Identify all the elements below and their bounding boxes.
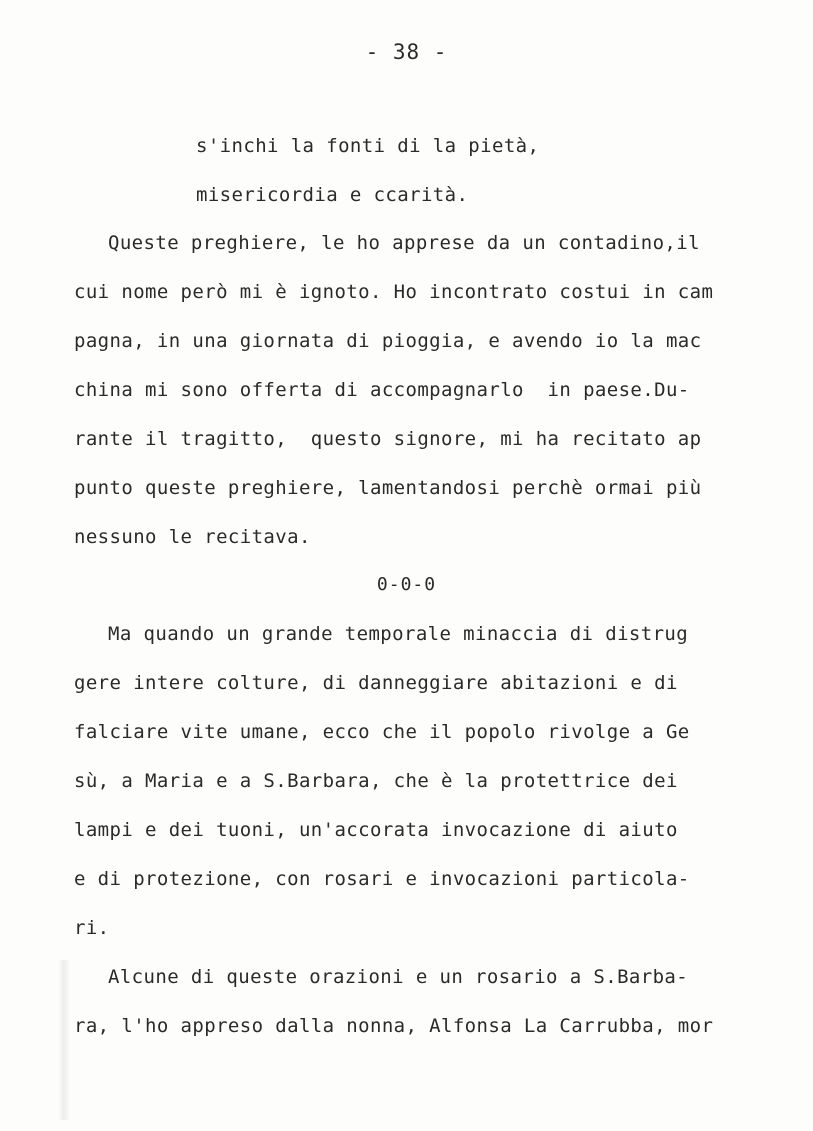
paragraph-line: sù, a Maria e a S.Barbara, che è la protettrice dei [74, 770, 678, 792]
paragraph-line: rante il tragitto, questo signore, mi ha recitato ap [74, 428, 702, 450]
paragraph-line: Queste preghiere, le ho apprese da un contadino,il [108, 232, 700, 254]
verse-line: s'inchi la fonti di la pietà, [196, 135, 540, 157]
section-separator: 0-0-0 [376, 574, 437, 595]
paragraph-line: china mi sono offerta di accompagnarlo in paese.Du- [74, 379, 690, 401]
paragraph-line: lampi e dei tuoni, un'accorata invocazione di aiuto [74, 819, 678, 841]
paragraph-line: cui nome però mi è ignoto. Ho incontrato costui in cam [74, 281, 714, 303]
paragraph-line: nessuno le recitava. [74, 526, 311, 548]
paragraph-line: ra, l'ho appreso dalla nonna, Alfonsa La Carrubba, mor [74, 1015, 714, 1037]
scan-shadow [58, 960, 70, 1120]
paragraph-line: Alcune di queste orazioni e un rosario a S.Barba- [108, 966, 689, 988]
verse-line: misericordia e ccarità. [196, 184, 469, 206]
page-number: - 38 - [365, 40, 448, 64]
paragraph-line: Ma quando un grande temporale minaccia di distrug [108, 623, 689, 645]
paragraph-line: gere intere colture, di danneggiare abitazioni e di [74, 672, 678, 694]
paragraph-line: falciare vite umane, ecco che il popolo rivolge a Ge [74, 721, 690, 743]
paragraph-line: punto queste preghiere, lamentandosi perchè ormai più [74, 477, 702, 499]
paragraph-line: pagna, in una giornata di pioggia, e avendo io la mac [74, 330, 702, 352]
paragraph-line: ri. [74, 917, 110, 939]
paragraph-line: e di protezione, con rosari e invocazioni particola- [74, 868, 690, 890]
